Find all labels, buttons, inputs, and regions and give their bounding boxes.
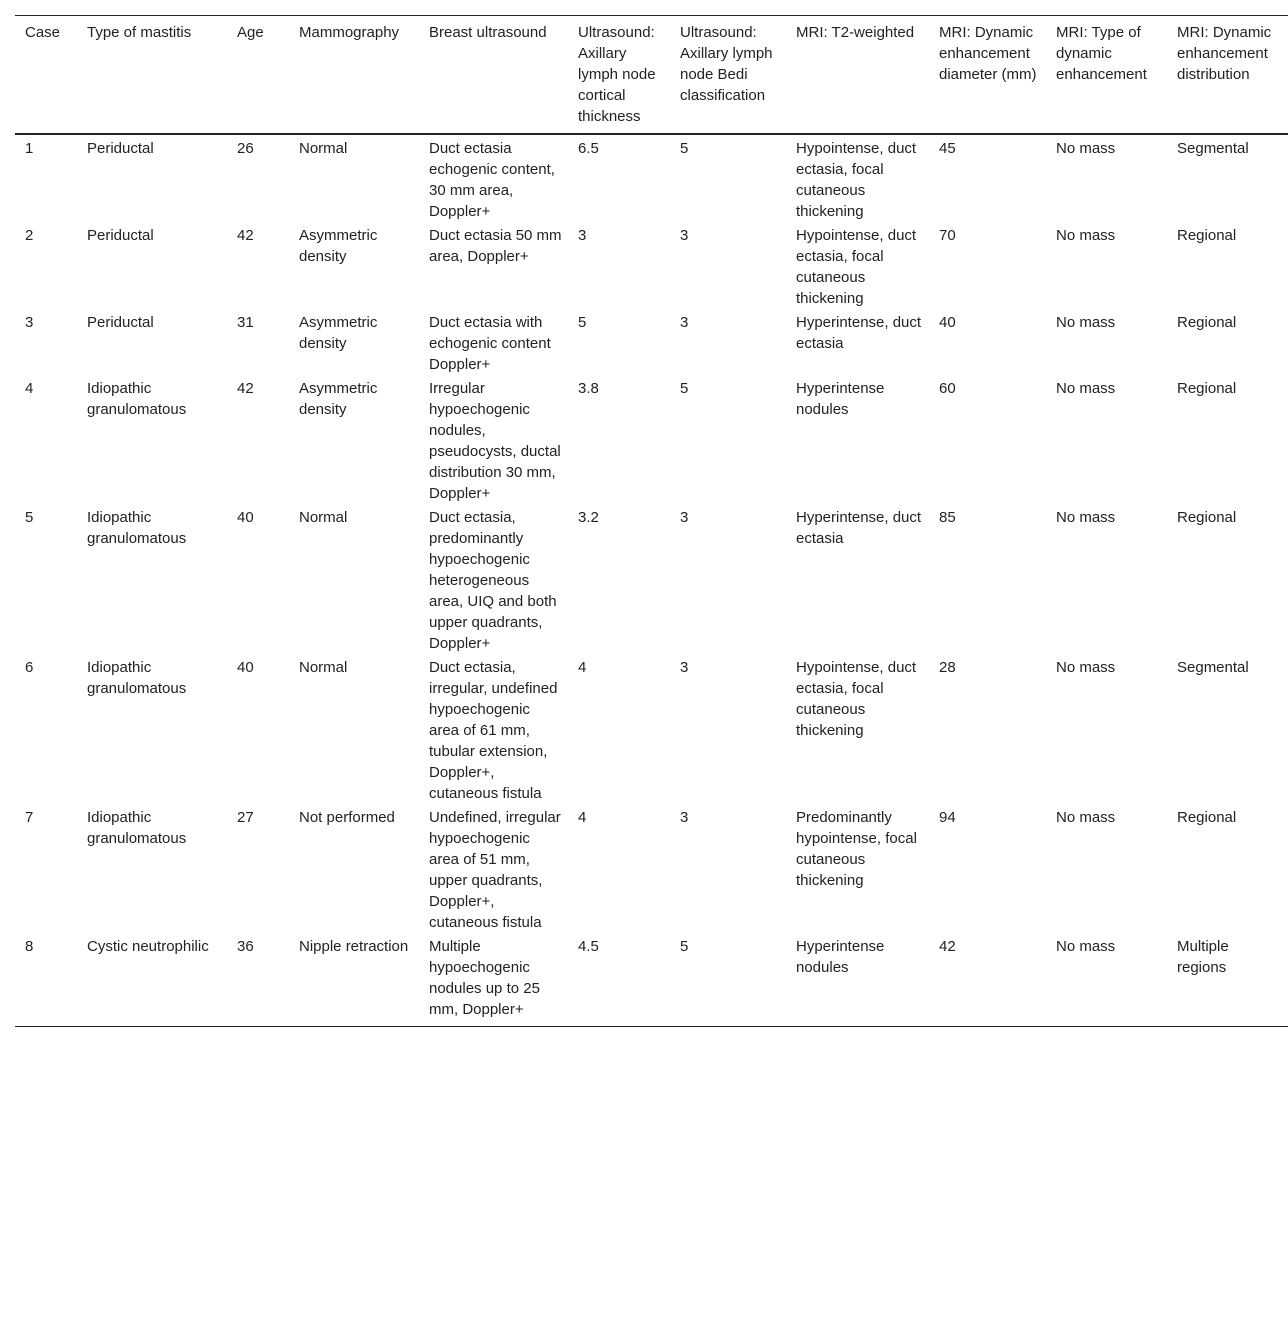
cell-bedi-classification: 3: [680, 227, 689, 244]
cell-cortical-thickness: 3.2: [578, 509, 599, 526]
cell-case: 5: [25, 509, 34, 526]
header-case: Case: [25, 24, 61, 41]
cell-mammography: Asymmetric density: [299, 380, 378, 418]
cell-case: 2: [25, 227, 34, 244]
table-row: [15, 222, 1288, 309]
cell-mammography: Not performed: [299, 809, 395, 826]
header-age: Age: [237, 24, 264, 41]
cell-age: 36: [237, 938, 254, 955]
cell-mammography: Nipple retraction: [299, 938, 409, 955]
header-mri-enhancement-diameter: MRI: Dynamic enhancement diameter (mm): [939, 24, 1037, 83]
cell-type: Cystic neutrophilic: [87, 938, 209, 955]
cell-case: 7: [25, 809, 34, 826]
cell-age: 42: [237, 227, 254, 244]
cell-breast-ultrasound: Multiple hypoechogenic nodules up to 25 mm, Doppler+: [429, 938, 540, 1018]
cell-enhancement-diameter: 94: [939, 809, 956, 826]
header-mri-enhancement-distribution: MRI: Dynamic enhancement distribution: [1177, 24, 1272, 83]
cell-enhancement-diameter: 28: [939, 659, 956, 676]
cell-enhancement-distribution: Regional: [1177, 314, 1237, 331]
cell-type: Idiopathic granulomatous: [87, 659, 187, 697]
cell-type: Periductal: [87, 227, 154, 244]
cell-enhancement-distribution: Segmental: [1177, 659, 1249, 676]
cell-breast-ultrasound: Irregular hypoechogenic nodules, pseudocysts, ductal distribution 30 mm, Doppler+: [429, 380, 561, 502]
cell-enhancement-diameter: 60: [939, 380, 956, 397]
cell-mri-t2: Hyperintense nodules: [796, 938, 885, 976]
cell-mammography: Normal: [299, 509, 348, 526]
cell-mammography: Asymmetric density: [299, 227, 378, 265]
header-us-cortical-thickness: Ultrasound: Axillary lymph node cortical thickness: [578, 24, 656, 125]
cell-enhancement-diameter: 45: [939, 140, 956, 157]
cell-bedi-classification: 5: [680, 938, 689, 955]
cell-cortical-thickness: 4: [578, 659, 587, 676]
table-row: [15, 309, 1288, 375]
cell-age: 27: [237, 809, 254, 826]
header-mri-enhancement-type: MRI: Type of dynamic enhancement: [1056, 24, 1147, 83]
cell-bedi-classification: 3: [680, 509, 689, 526]
cell-enhancement-distribution: Regional: [1177, 227, 1237, 244]
cell-age: 26: [237, 140, 254, 157]
table-row: [15, 654, 1288, 804]
cell-case: 6: [25, 659, 34, 676]
cell-breast-ultrasound: Duct ectasia echogenic content, 30 mm area, Doppler+: [429, 140, 555, 220]
cell-mammography: Normal: [299, 140, 348, 157]
header-breast-ultrasound: Breast ultrasound: [429, 24, 547, 41]
cell-enhancement-distribution: Regional: [1177, 380, 1237, 397]
cell-cortical-thickness: 5: [578, 314, 587, 331]
cell-enhancement-distribution: Segmental: [1177, 140, 1249, 157]
cell-age: 40: [237, 509, 254, 526]
cell-enhancement-type: No mass: [1056, 314, 1116, 331]
cell-mammography: Asymmetric density: [299, 314, 378, 352]
cell-enhancement-distribution: Regional: [1177, 809, 1237, 826]
cell-case: 8: [25, 938, 34, 955]
header-type-of-mastitis: Type of mastitis: [87, 24, 192, 41]
cell-cortical-thickness: 4.5: [578, 938, 599, 955]
cell-cortical-thickness: 3: [578, 227, 587, 244]
table-row: [15, 134, 1288, 222]
header-us-bedi-classification: Ultrasound: Axillary lymph node Bedi classification: [680, 24, 773, 104]
cell-cortical-thickness: 3.8: [578, 380, 599, 397]
cell-enhancement-type: No mass: [1056, 227, 1116, 244]
header-mri-t2: MRI: T2-weighted: [796, 24, 915, 41]
cell-mri-t2: Hyperintense nodules: [796, 380, 885, 418]
cell-breast-ultrasound: Duct ectasia with echogenic content Doppler+: [429, 314, 551, 373]
cell-mri-t2: Hyperintense, duct ectasia: [796, 509, 922, 547]
cell-mri-t2: Hypointense, duct ectasia, focal cutaneous thickening: [796, 140, 917, 220]
cell-enhancement-diameter: 40: [939, 314, 956, 331]
cell-cortical-thickness: 4: [578, 809, 587, 826]
cell-case: 4: [25, 380, 34, 397]
cell-enhancement-type: No mass: [1056, 809, 1116, 826]
cell-type: Periductal: [87, 140, 154, 157]
mastitis-cases-table-container: [15, 15, 1288, 1027]
cell-mri-t2: Hyperintense, duct ectasia: [796, 314, 922, 352]
cell-type: Idiopathic granulomatous: [87, 509, 187, 547]
cell-mri-t2: Predominantly hypointense, focal cutaneous thickening: [796, 809, 917, 889]
cell-age: 31: [237, 314, 254, 331]
cell-mri-t2: Hypointense, duct ectasia, focal cutaneous thickening: [796, 227, 917, 307]
header-row: [15, 16, 1288, 135]
table-body: [15, 134, 1288, 1027]
table-row: [15, 504, 1288, 654]
cell-enhancement-diameter: 42: [939, 938, 956, 955]
cell-age: 42: [237, 380, 254, 397]
mastitis-cases-table: [15, 15, 1288, 1027]
cell-breast-ultrasound: Duct ectasia, irregular, undefined hypoechogenic area of 61 mm, tubular extension, Doppler+, cutaneous fistula: [429, 659, 558, 802]
cell-enhancement-diameter: 70: [939, 227, 956, 244]
header-mammography: Mammography: [299, 24, 400, 41]
cell-bedi-classification: 3: [680, 809, 689, 826]
cell-enhancement-type: No mass: [1056, 509, 1116, 526]
cell-mri-t2: Hypointense, duct ectasia, focal cutaneous thickening: [796, 659, 917, 739]
cell-type: Idiopathic granulomatous: [87, 809, 187, 847]
cell-age: 40: [237, 659, 254, 676]
cell-bedi-classification: 5: [680, 380, 689, 397]
cell-enhancement-distribution: Multiple regions: [1177, 938, 1229, 976]
cell-mammography: Normal: [299, 659, 348, 676]
cell-type: Periductal: [87, 314, 154, 331]
cell-enhancement-type: No mass: [1056, 140, 1116, 157]
cell-enhancement-type: No mass: [1056, 380, 1116, 397]
cell-breast-ultrasound: Duct ectasia, predominantly hypoechogenic heterogeneous area, UIQ and both upper quadrants, Doppler+: [429, 509, 557, 652]
table-row: [15, 933, 1288, 1027]
table-header: [15, 16, 1288, 135]
cell-bedi-classification: 5: [680, 140, 689, 157]
cell-case: 1: [25, 140, 34, 157]
cell-bedi-classification: 3: [680, 659, 689, 676]
cell-type: Idiopathic granulomatous: [87, 380, 187, 418]
table-row: [15, 375, 1288, 504]
cell-enhancement-type: No mass: [1056, 938, 1116, 955]
cell-enhancement-type: No mass: [1056, 659, 1116, 676]
cell-case: 3: [25, 314, 34, 331]
cell-breast-ultrasound: Undefined, irregular hypoechogenic area of 51 mm, upper quadrants, Doppler+, cutaneous fistula: [429, 809, 561, 931]
cell-bedi-classification: 3: [680, 314, 689, 331]
table-row: [15, 804, 1288, 933]
cell-enhancement-diameter: 85: [939, 509, 956, 526]
cell-cortical-thickness: 6.5: [578, 140, 599, 157]
cell-breast-ultrasound: Duct ectasia 50 mm area, Doppler+: [429, 227, 562, 265]
cell-enhancement-distribution: Regional: [1177, 509, 1237, 526]
